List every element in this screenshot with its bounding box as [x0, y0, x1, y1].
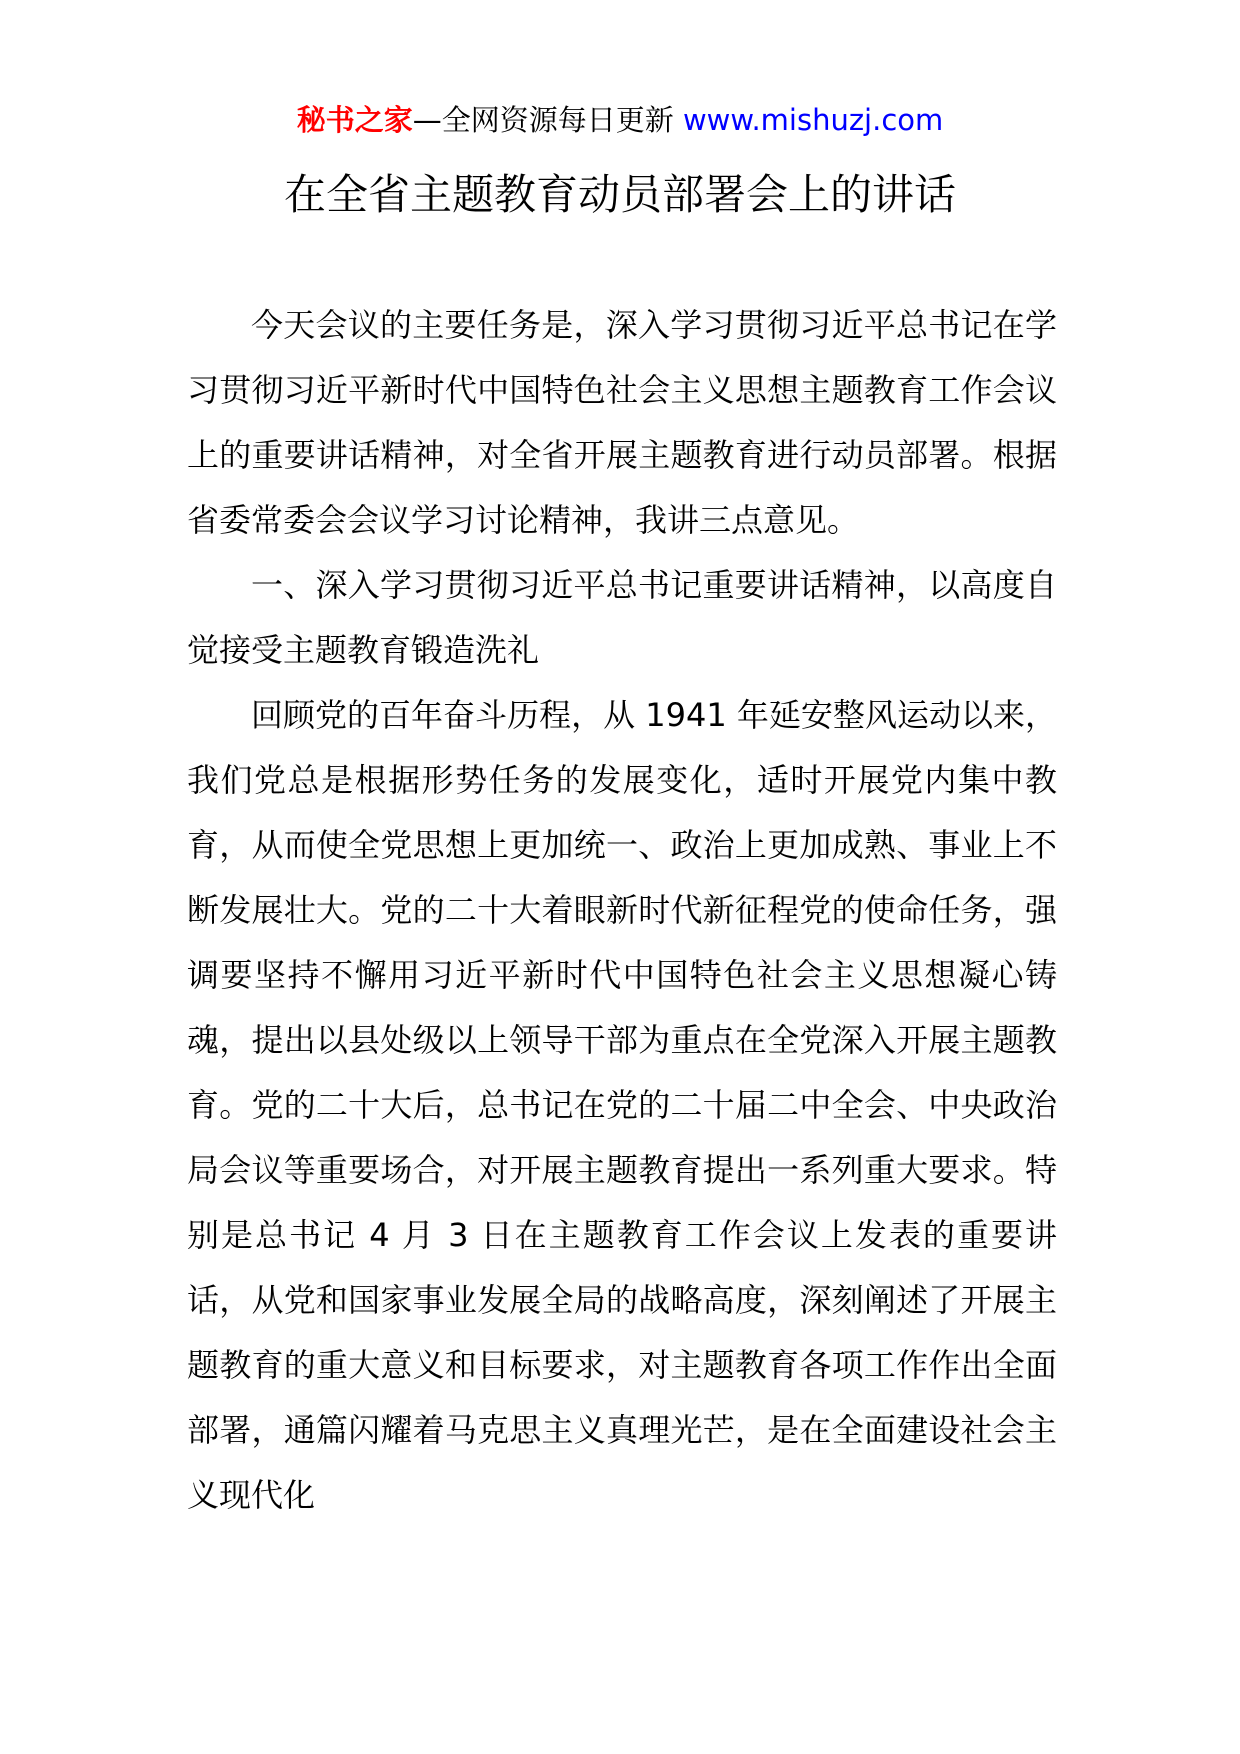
watermark-header	[0, 100, 1240, 140]
paragraph-intro: 今天会议的主要任务是，深入学习贯彻习近平总书记在学习贯彻习近平新时代中国特色社会主义思想主题教育工作会议上的重要讲话精神，对全省开展主题教育进行动员部署。根据省委常委会会议学习讨论精神，我讲三点意见。	[187, 306, 1057, 539]
section-heading-1: 一、深入学习贯彻习近平总书记重要讲话精神，以高度自觉接受主题教育锻造洗礼	[187, 566, 1057, 669]
document-title: 在全省主题教育动员部署会上的讲话	[283, 170, 956, 219]
site-url-link[interactable]: www.mishuzj.com	[682, 103, 944, 137]
brand-name: 秘书之家	[296, 103, 413, 137]
header-tagline: —全网资源每日更新	[412, 103, 674, 137]
paragraph-history: 回顾党的百年奋斗历程，从 1941 年延安整风运动以来，我们党总是根据形势任务的发展变化，适时开展党内集中教育，从而使全党思想上更加统一、政治上更加成熟、事业上不断发展壮大。党的二十大着眼新时代新征程党的使命任务，强调要坚持不懈用习近平新时代中国特色社会主义思想凝心铸魂，提出以县处级以上领导干部为重点在全党深入开展主题教育。党的二十大后，总书记在党的二十届二中全会、中央政治局会议等重要场合，对开展主题教育提出一系列重大要求。特别是总书记 4 月 3 日在主题教育工作会议上发表的重要讲话，从党和国家事业发展全局的战略高度，深刻阐述了开展主题教育的重大意义和目标要求，对主题教育各项工作作出全面部署，通篇闪耀着马克思主义真理光芒，是在全面建设社会主义现代化	[187, 696, 1057, 1514]
document-body	[187, 293, 1057, 1528]
